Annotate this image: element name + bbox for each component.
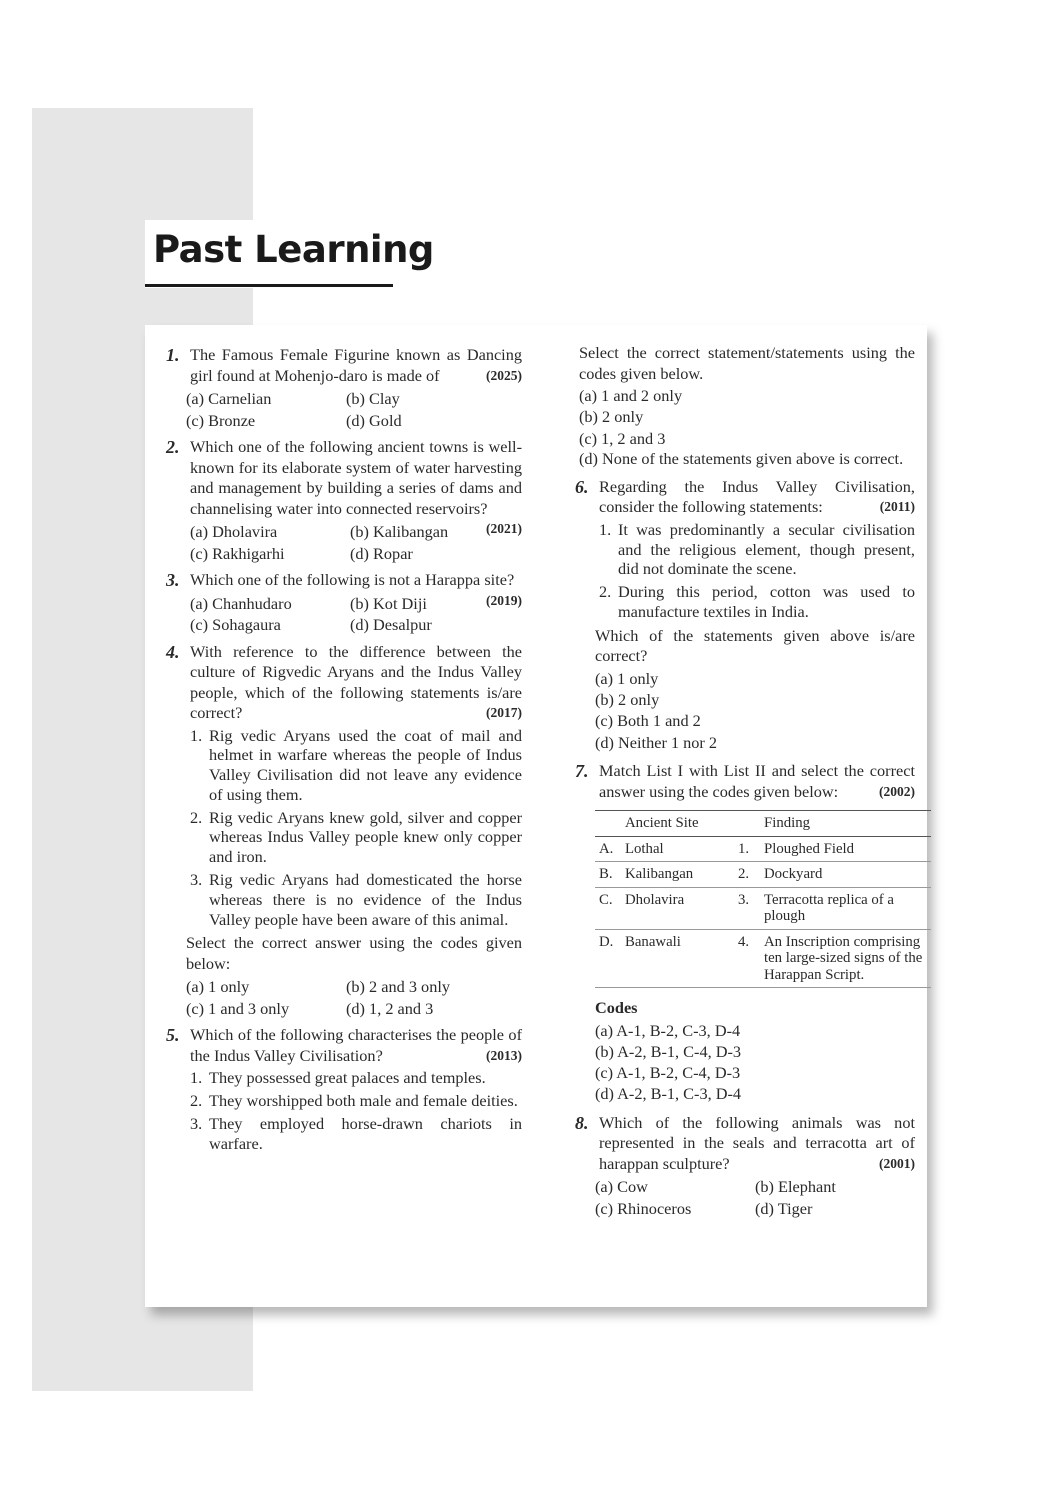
title-underline [145,284,393,287]
question-year: (2001) [879,1155,915,1171]
statement: 3. They employed horse-drawn chariots in warfare. [190,1114,522,1153]
option-b: (b) Clay [346,389,400,408]
option-c: (c) 1 and 3 only [186,998,290,1018]
statement-list [190,726,522,930]
question-number: 2. [166,437,180,457]
question-text: Which one of the following ancient towns is well-known for its elaborate system of water harvesting and management by building a series of dams and channelising water into connected reservoirs? (2021) [190,437,522,519]
match-table [595,810,931,988]
table-header-row [595,811,931,837]
question-year: (2021) [486,521,522,536]
option-grid [190,593,480,636]
option-b: (b) Elephant [755,1177,836,1197]
option-b: (b) 2 and 3 only [346,977,450,997]
option-a: (a) 1 only [595,668,659,688]
question-number: 1. [166,345,180,365]
question-year: (2017) [486,705,522,720]
question-year: (2019) [486,592,522,608]
question-2 [166,437,522,564]
option-c: (c) Rhinoceros [595,1198,692,1218]
option-d: (d) Gold [346,410,402,430]
option-b: (b) Kot Diji [350,593,427,613]
option-list [595,668,915,753]
question-number: 8. [575,1112,589,1133]
option-a: (a) Dholavira [190,522,278,541]
option-d: (d) A-2, B-1, C-3, D-4 [595,1084,742,1104]
option-d: (d) Desalpur [350,615,432,634]
question-number: 7. [575,761,589,782]
option-a: (a) A-1, B-2, C-3, D-4 [595,1020,741,1040]
option-d: (d) Neither 1 nor 2 [595,732,718,752]
option-grid [595,1176,915,1219]
question-text: Regarding the Indus Valley Civilisation, consider the following statements: (2011) [599,476,915,517]
question-number: 6. [575,476,589,497]
question-instruction: Select the correct answer using the codes given below: [186,933,522,973]
question-instruction: Which of the statements given above is/are correct? [595,625,915,666]
option-grid [190,521,480,564]
table-row: C. Dholavira 3. Terracotta replica of a plough [595,887,931,929]
question-card [145,325,927,1307]
statement: 1. They possessed great palaces and temples. [190,1068,486,1088]
question-6 [575,477,915,753]
option-grid [186,976,522,1019]
option-list [579,385,915,469]
question-4 [166,642,522,1020]
option-d: (d) 1, 2 and 3 [346,998,434,1018]
left-column [166,345,522,1160]
option-c: (c) Bronze [186,410,256,430]
question-year: (2013) [486,1047,522,1063]
right-column [575,343,923,1225]
question-8 [575,1113,915,1220]
option-a: (a) 1 only [186,977,250,997]
option-c: (c) A-1, B-2, C-4, D-3 [595,1063,741,1083]
question-number: 5. [166,1025,180,1046]
option-a: (a) Carnelian [186,389,272,408]
question-text: Which of the following characterises the people of the Indus Valley Civilisation? (2013) [190,1025,522,1065]
option-c: (c) Both 1 and 2 [595,711,701,731]
option-c: (c) 1, 2 and 3 [579,428,666,448]
section-title: Past Learning [153,228,434,271]
question-1 [166,345,522,431]
statement: 2. Rig vedic Aryans knew gold, silver and copper whereas Indus Valley people knew only copper and iron. [190,807,522,867]
question-3 [166,570,522,636]
column-header-site: Ancient Site [621,811,734,837]
question-text: Which of the following animals was not represented in the seals and terracotta art of harappan sculpture? (2001) [599,1112,915,1173]
statement: 3. Rig vedic Aryans had domesticated the horse whereas there is no evidence of the Indus Valley people have been aware of this animal. [190,870,522,929]
question-year: (2002) [879,783,915,799]
statement-list [190,1068,522,1153]
option-list [595,1020,915,1105]
question-text: Which one of the following is not a Harappa site? (2019) [190,570,522,591]
option-b: (b) 2 only [595,690,660,710]
column-header-finding: Finding [760,811,931,837]
option-c: (c) Rakhigarhi [190,543,285,563]
table-row: A. Lothal 1. Ploughed Field [595,836,931,862]
table-row: D. Banawali 4. An Inscription comprising ten large-sized signs of the Harappan Script. [595,929,931,988]
question-instruction: Select the correct statement/statements using the codes given below. [579,343,915,383]
codes-heading: Codes [595,998,638,1018]
question-number: 3. [166,570,180,590]
statement: 1. Rig vedic Aryans used the coat of mail and helmet in warfare whereas the people of Indus Valley Civilisation did not leave any evidence of using them. [190,725,522,804]
question-5 [166,1025,522,1153]
question-year: (2011) [879,499,915,515]
option-a: (a) 1 and 2 only [579,386,683,405]
option-b: (b) 2 only [579,407,644,427]
option-a: (a) Cow [595,1177,648,1197]
question-number: 4. [166,641,180,662]
table-row: B. Kalibangan 2. Dockyard [595,862,931,888]
statement: 2. They worshipped both male and female deities. [190,1091,518,1111]
option-b: (b) Kalibangan [350,522,449,541]
option-d: (d) Ropar [350,543,413,563]
statement: 2. During this period, cotton was used to manufacture textiles in India. [599,582,915,622]
statement: 1. It was predominantly a secular civilisation and the religious element, though present, did not dominate the scene. [599,519,915,579]
option-c: (c) Sohagaura [190,615,281,634]
question-5-continued [575,343,915,469]
option-grid [186,388,522,431]
option-d: (d) Tiger [755,1198,813,1218]
question-text: The Famous Female Figurine known as Dancing girl found at Mohenjo-daro is made of (2025) [190,345,522,385]
option-b: (b) A-2, B-1, C-4, D-3 [595,1041,742,1061]
question-text: Match List I with List II and select the correct answer using the codes given below: (2002) [599,761,915,801]
statement-list [599,520,915,622]
question-text: With reference to the difference between the culture of Rigvedic Aryans and the Indus Valley people, which of the following statements is/are correct? (2017) [190,641,522,722]
question-7 [575,761,923,1105]
question-year: (2025) [486,367,522,383]
option-a: (a) Chanhudaro [190,593,292,613]
option-d: (d) None of the statements given above is correct. [579,448,904,468]
